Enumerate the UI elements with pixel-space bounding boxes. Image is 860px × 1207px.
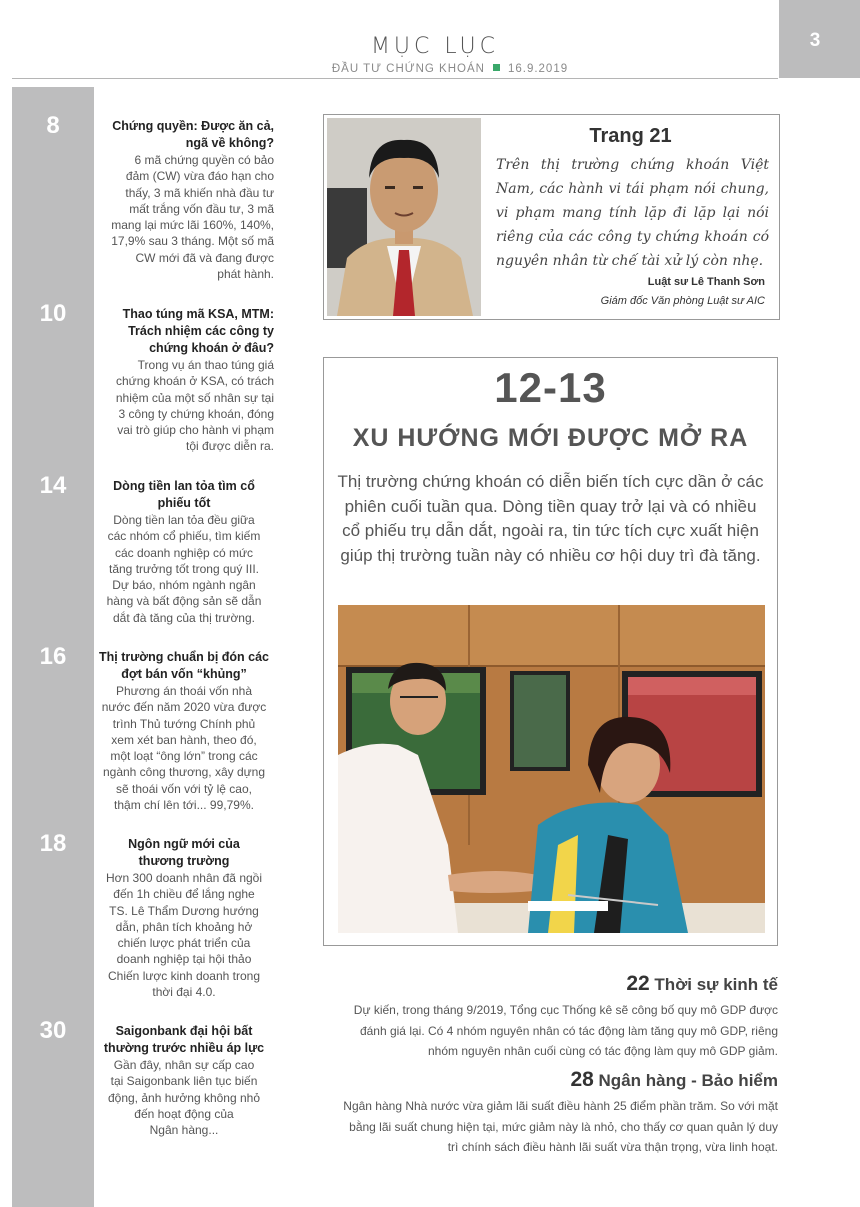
trading-room-image (338, 605, 765, 933)
feature-title: XU HƯỚNG MỚI ĐƯỢC MỞ RA (352, 424, 749, 452)
toc-description: Trong vụ án thao túng giá chứng khoán ở KSA, có trách nhiệm của một số nhân sự tại 3 công ty chứng khoán, đóng vai trò giúp cho hành vi phạm tội được diễn ra. (115, 358, 274, 454)
page-number: 3 (809, 30, 821, 51)
quote-box[interactable] (323, 114, 780, 320)
feature-page-numbers: 12-13 (494, 364, 607, 411)
toc-title: Saigonbank đại hội bất thường trước nhiều áp lực (103, 1024, 265, 1055)
toc-title: Thao túng mã KSA, MTM: Trách nhiệm các công ty chứng khoán ở đâu? (122, 307, 274, 355)
quote-author: Luật sư Lê Thanh Sơn (647, 276, 765, 288)
header-divider (12, 78, 778, 79)
toc-page-number: 18 (39, 830, 67, 857)
quote-page-title: Trang 21 (589, 125, 672, 147)
page-title: MỤC LỤC (370, 34, 500, 59)
quote-author-role: Giám đốc Văn phòng Luật sư AIC (600, 295, 765, 307)
toc-title: Thị trường chuẩn bị đón các đợt bán vốn “khủng” (98, 650, 270, 681)
section-description: Ngân hàng Nhà nước vừa giảm lãi suất điều hành 25 điểm phần trăm. So với mặt bằng lãi suất chung hiện tại, mức giảm này là nhỏ, cho thấy cơ quan quản lý duy trì chính sách điều hành lãi suất vừa thận trọng, vừa linh hoạt. (343, 1099, 778, 1154)
toc-title: Chứng quyền: Được ăn cả, ngã về không? (112, 119, 274, 150)
section-title: 22 Thời sự kinh tế (626, 972, 778, 995)
page-header (0, 0, 860, 80)
toc-page-number: 10 (39, 300, 67, 327)
toc-entry-30[interactable] (12, 1017, 274, 1138)
issue-date: 16.9.2019 (507, 63, 569, 75)
toc-description: 6 mã chứng quyền có bảo đảm (CW) vừa đáo hạn cho thấy, 3 mã khiến nhà đầu tư mất trắng vốn đầu tư, 3 mã mang lại mức lãi 160%, 140%, 17,9% sau 3 tháng. Một số mã CW mới đã và đang được phát hành. (111, 153, 274, 282)
toc-page-number: 30 (39, 1017, 67, 1044)
toc-entry-18[interactable] (12, 830, 274, 1000)
publication-line (0, 63, 860, 75)
toc-description: Dòng tiền lan tỏa đều giữa các nhóm cổ phiếu, tìm kiếm các doanh nghiệp có mức tăng trưởng tốt trong quý III. Dự báo, nhóm ngành ngân hàng và bất động sản sẽ dẫn dắt đà tăng của thị trường. (106, 513, 262, 625)
quote-text: Trên thị trường chứng khoán Việt Nam, các hành vi tái phạm nói chung, vi phạm mang tính lặp đi lặp lại nói riêng của các công ty chứng khoán có nguyên nhân từ chế tài xử lý còn nhẹ. (496, 157, 769, 269)
lawyer-portrait-image (327, 118, 481, 316)
toc-description: Gần đây, nhân sự cấp cao tại Saigonbank liên tục biến động, ảnh hưởng không nhỏ đến hoạt động của Ngân hàng... (107, 1058, 261, 1138)
toc-entry-14[interactable] (12, 472, 274, 626)
page-number-box (779, 0, 860, 78)
toc-page-number: 8 (46, 112, 60, 139)
toc-title: Dòng tiền lan tỏa tìm cổ phiếu tốt (113, 479, 255, 510)
toc-entry-10[interactable] (12, 300, 274, 455)
section-title: 28 Ngân hàng - Bảo hiểm (570, 1068, 778, 1091)
feature-text: Thị trường chứng khoán có diễn biến tích cực dần ở các phiên cuối tuần qua. Dòng tiền quay trở lại và có nhiều cổ phiếu trụ dẫn dắt, ngoài ra, tin tức tích cực xuất hiện giúp thị trường tuần này có nhiều cơ hội duy trì đà tăng. (337, 472, 764, 565)
toc-description: Phương án thoái vốn nhà nước đến năm 2020 vừa được trình Thủ tướng Chính phủ xem xét ban hành, theo đó, một loạt “ông lớn” trong các ngành công thương, xây dựng sẽ thoái vốn với tỷ lệ cao, thậm chí lên tới... 99,79%. (101, 684, 267, 813)
toc-description: Hơn 300 doanh nhân đã ngồi đến 1h chiều để lắng nghe TS. Lê Thẩm Dương hướng dẫn, phân tích khoảng hở chiến lược phát triển của doanh nghiệp tại hội thảo Chiến lược kinh doanh trong thời đại 4.0. (106, 871, 262, 1000)
publication-name: ĐẦU TƯ CHỨNG KHOÁN (331, 63, 485, 75)
section-thoi-su-kinh-te[interactable] (354, 972, 778, 1062)
toc-title: Ngôn ngữ mới của thương trường (128, 837, 240, 868)
toc-page-number: 16 (39, 643, 67, 670)
toc-entry-8[interactable] (12, 112, 274, 282)
separator-square-icon (493, 64, 500, 71)
toc-entry-16[interactable] (12, 643, 274, 813)
section-ngan-hang-bao-hiem[interactable] (343, 1068, 778, 1158)
section-description: Dự kiến, trong tháng 9/2019, Tổng cục Thống kê sẽ công bố quy mô GDP được đánh giá lại. Có 4 nhóm nguyên nhân có tác động làm tăng quy mô GDP, riêng nhóm nguyên nhân cuối cùng có tác động làm quy mô GDP giảm. (353, 1003, 778, 1058)
toc-page-number: 14 (39, 472, 67, 499)
feature-box[interactable] (323, 357, 778, 946)
